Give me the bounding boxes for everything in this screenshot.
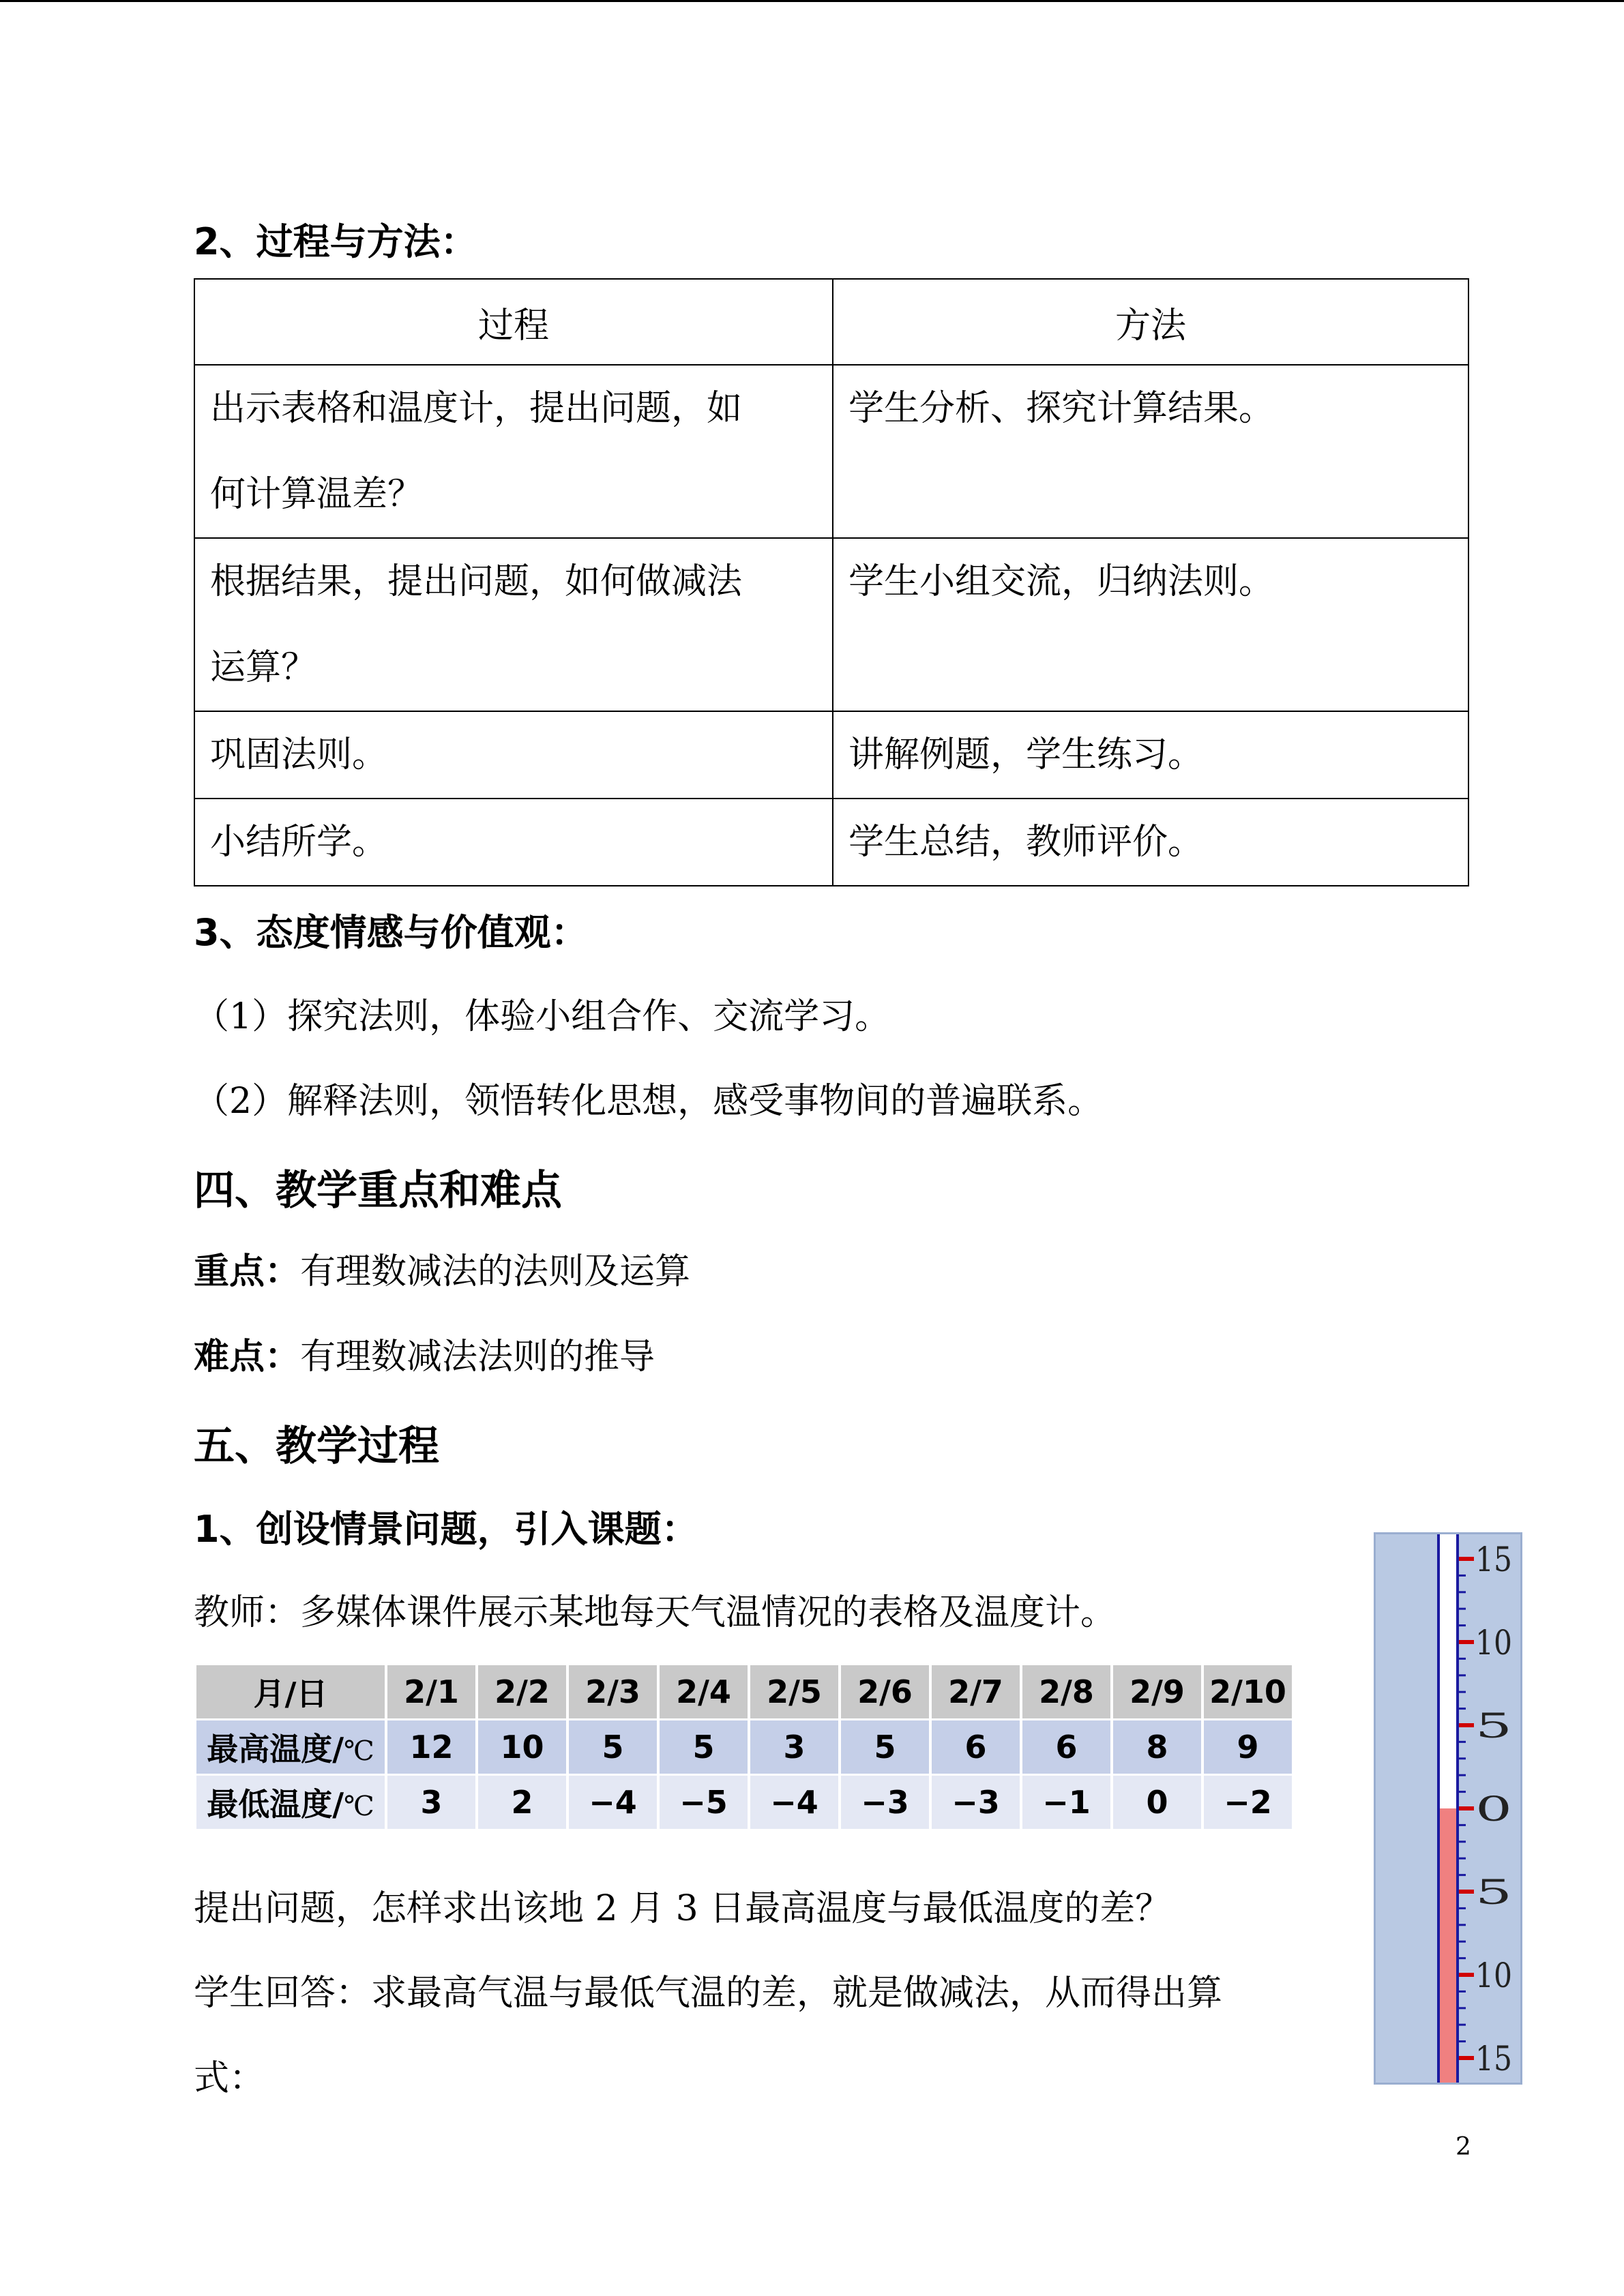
high-temp-cell: 3 — [750, 1720, 838, 1774]
temperature-table — [194, 1663, 1295, 1831]
minor-tick — [1459, 1957, 1466, 1959]
date-cell: 2/4 — [660, 1665, 748, 1718]
minor-tick — [1459, 1791, 1466, 1793]
date-cell: 2/9 — [1113, 1665, 1201, 1718]
attitude-item-2: （2）解释法则，领悟转化思想，感受事物间的普遍联系。 — [194, 1081, 1104, 1122]
tick-label: 10 — [1475, 1623, 1512, 1663]
minor-tick — [1459, 2024, 1466, 2026]
unit-label: ℃ — [344, 1791, 374, 1822]
date-cell: 2/2 — [478, 1665, 566, 1718]
key-point-label: 重点： — [194, 1251, 301, 1292]
table-row — [196, 1665, 1292, 1718]
major-tick — [1459, 2056, 1474, 2060]
minor-tick — [1459, 2007, 1466, 2009]
process-cell-line: 小结所学。 — [194, 799, 833, 886]
high-temp-cell: 6 — [932, 1720, 1020, 1774]
minor-tick — [1459, 1824, 1466, 1826]
process-cell-line: 巩固法则。 — [194, 711, 833, 799]
date-cell: 2/5 — [750, 1665, 838, 1718]
table-row — [194, 711, 1468, 799]
method-cell: 学生小组交流，归纳法则。 — [833, 538, 1468, 711]
difficult-point — [194, 1328, 655, 1379]
answer-line: 学生回答：求最高气温与最低气温的差，就是做减法，从而得出算 — [194, 1973, 1223, 2014]
thermometer-scale — [1376, 1534, 1520, 2083]
subsection-title: 1、创设情景问题，引入课题： — [194, 1508, 698, 1551]
low-temp-cell: −3 — [932, 1776, 1020, 1829]
major-tick — [1459, 1723, 1474, 1727]
difficult-point-text: 有理数减法法则的推导 — [300, 1337, 655, 1377]
high-temp-cell: 5 — [569, 1720, 657, 1774]
low-temp-cell: −4 — [569, 1776, 657, 1829]
minor-tick — [1459, 1924, 1466, 1926]
minor-tick — [1459, 1624, 1466, 1626]
table-row — [194, 799, 1468, 886]
key-point-text: 有理数减法的法则及运算 — [300, 1251, 691, 1292]
page-number: 2 — [1456, 2133, 1471, 2161]
attitude-item-1: （1）探究法则，体验小组合作、交流学习。 — [194, 996, 891, 1037]
minor-tick — [1459, 2040, 1466, 2042]
low-temp-cell: 2 — [478, 1776, 566, 1829]
minor-tick — [1459, 1757, 1466, 1759]
high-temp-cell: 10 — [478, 1720, 566, 1774]
minor-tick — [1459, 1575, 1466, 1577]
thermometer-image — [1374, 1532, 1522, 2085]
table-row — [196, 1720, 1292, 1774]
table-row — [194, 538, 1468, 711]
high-temp-cell: 8 — [1113, 1720, 1201, 1774]
tick-label: 10 — [1475, 1956, 1512, 1995]
table-header-process: 过程 — [194, 279, 833, 365]
high-temp-cell: 9 — [1204, 1720, 1292, 1774]
date-cell: 2/10 — [1204, 1665, 1292, 1718]
question-line: 提出问题，怎样求出该地 2 月 3 日最高温度与最低温度的差？ — [194, 1888, 1171, 1929]
minor-tick — [1459, 1741, 1466, 1743]
minor-tick — [1459, 1840, 1466, 1843]
minor-tick — [1459, 1907, 1466, 1909]
date-cell: 2/8 — [1022, 1665, 1110, 1718]
page-top-border — [0, 0, 1624, 2]
process-method-table — [194, 278, 1469, 886]
minor-tick — [1459, 1691, 1466, 1693]
major-tick — [1459, 1973, 1474, 1977]
process-cell-line: 何计算温差？ — [210, 474, 424, 515]
high-temp-cell: 5 — [841, 1720, 929, 1774]
minor-tick — [1459, 1858, 1466, 1860]
major-tick — [1459, 1640, 1474, 1644]
low-temp-cell: −2 — [1204, 1776, 1292, 1829]
minor-tick — [1459, 1941, 1466, 1943]
method-cell: 学生总结，教师评价。 — [833, 799, 1468, 886]
table-row — [194, 365, 1468, 538]
minor-tick — [1459, 1708, 1466, 1710]
difficult-point-label: 难点： — [194, 1337, 301, 1377]
date-header: 月/日 — [196, 1665, 385, 1718]
teacher-line: 教师：多媒体课件展示某地每天气温情况的表格及温度计。 — [194, 1592, 1117, 1633]
thermometer-fluid — [1440, 1808, 1456, 2083]
low-temp-label: 最低温度/℃ — [196, 1776, 385, 1829]
process-cell-line: 根据结果，提出问题，如何做减法 — [210, 561, 743, 602]
high-temp-cell: 5 — [660, 1720, 748, 1774]
process-cell-line: 出示表格和温度计，提出问题，如 — [210, 388, 743, 429]
date-cell: 2/6 — [841, 1665, 929, 1718]
process-cell-line: 运算？ — [210, 647, 317, 688]
section-attitude-title: 3、态度情感与价值观： — [194, 911, 588, 954]
major-tick — [1459, 1890, 1474, 1894]
low-temp-cell: 3 — [387, 1776, 475, 1829]
date-cell: 2/7 — [932, 1665, 1020, 1718]
major-tick — [1459, 1557, 1474, 1561]
answer-line: 式： — [194, 2058, 265, 2099]
minor-tick — [1459, 1674, 1466, 1676]
scale-line-left — [1437, 1534, 1440, 2083]
tick-label: 0 — [1475, 1789, 1512, 1829]
tick-label: 5 — [1475, 1873, 1512, 1912]
method-cell: 讲解例题，学生练习。 — [833, 711, 1468, 799]
low-temp-cell: −5 — [660, 1776, 748, 1829]
section-four-title: 四、教学重点和难点 — [194, 1167, 562, 1214]
low-temp-cell: 0 — [1113, 1776, 1201, 1829]
table-header-method: 方法 — [833, 279, 1468, 365]
minor-tick — [1459, 1774, 1466, 1776]
date-cell: 2/3 — [569, 1665, 657, 1718]
minor-tick — [1459, 1658, 1466, 1660]
section-five-title: 五、教学过程 — [194, 1422, 439, 1470]
low-temp-cell: −4 — [750, 1776, 838, 1829]
minor-tick — [1459, 1608, 1466, 1610]
low-temp-cell: −3 — [841, 1776, 929, 1829]
high-temp-cell: 6 — [1022, 1720, 1110, 1774]
section-process-title: 2、过程与方法： — [194, 220, 477, 263]
tick-label: 5 — [1475, 1706, 1512, 1746]
minor-tick — [1459, 1874, 1466, 1876]
major-tick — [1459, 1806, 1474, 1810]
minor-tick — [1459, 1991, 1466, 1993]
date-cell: 2/1 — [387, 1665, 475, 1718]
scale-line-right — [1456, 1534, 1459, 2083]
method-cell: 学生分析、探究计算结果。 — [833, 365, 1468, 538]
tick-label: 15 — [1475, 2039, 1512, 2078]
low-temp-cell: −1 — [1022, 1776, 1110, 1829]
tick-label: 15 — [1475, 1540, 1512, 1579]
unit-label: ℃ — [344, 1735, 374, 1767]
table-row — [196, 1776, 1292, 1829]
minor-tick — [1459, 1591, 1466, 1593]
key-point — [194, 1242, 690, 1294]
high-temp-cell: 12 — [387, 1720, 475, 1774]
high-temp-label: 最高温度/℃ — [196, 1720, 385, 1774]
